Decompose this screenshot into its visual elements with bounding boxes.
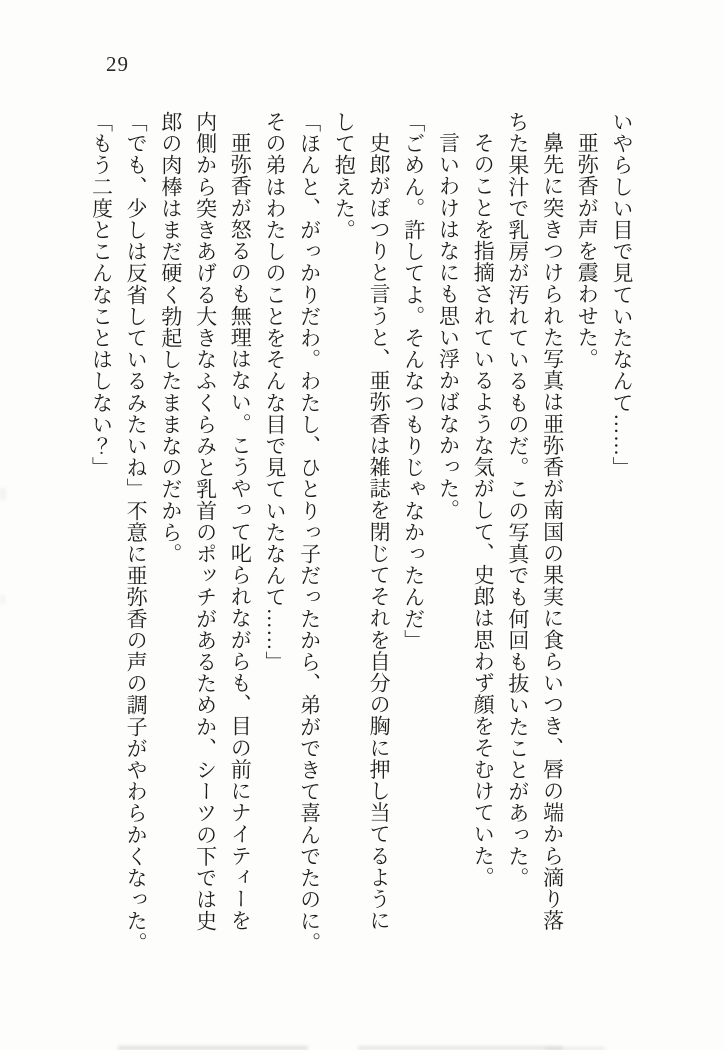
text-block	[83, 111, 639, 973]
scan-artifact	[118, 1046, 308, 1050]
text-column: 亜弥香が声を震わせた。	[575, 132, 600, 370]
scan-artifact	[358, 1046, 563, 1050]
text-column: 郎の肉棒はまだ硬く勃起したままなのだから。	[158, 111, 183, 565]
page-number: 29	[106, 52, 129, 76]
text-column: そのことを指摘されているような気がして、史郎は思わず顔をそむけていた。	[471, 132, 496, 888]
text-column: 鼻先に突きつけられた写真は亜弥香が南国の果実に食らいつき、唇の端から滴り落	[540, 132, 565, 932]
text-column: 言いわけはなにも思い浮かばなかった。	[436, 132, 461, 521]
text-column: 「ほんと、がっかりだわ。わたし、ひとりっ子だったから、弟ができて喜んでたのに。	[297, 111, 322, 954]
text-column: 「でも、少しは反省しているみたいね」不意に亜弥香の声の調子がやわらかくなった。	[124, 111, 149, 954]
text-column: して抱えた。	[332, 111, 357, 241]
scan-artifact	[0, 488, 6, 500]
text-column: 史郎がぽつりと言うと、亜弥香は雑誌を閉じてそれを自分の胸に押し当てるように	[367, 132, 392, 932]
text-column: 内側から突きあげる大きなふくらみと乳首のポッチがあるためか、シーツの下では史	[193, 111, 218, 932]
text-column: ちた果汁で乳房が汚れているものだ。この写真でも何回も抜いたことがあった。	[505, 111, 530, 889]
text-column: いやらしい目で見ていたなんて……」	[610, 111, 634, 479]
text-column: その弟はわたしのことをそんな目で見ていたなんて……」	[262, 111, 287, 673]
text-column: 「もう二度とこんなことはしない？」	[89, 111, 114, 479]
scan-artifact	[0, 595, 5, 604]
text-column: 「ごめん。許してよ。そんなつもりじゃなかったんだ」	[401, 111, 426, 651]
text-column: 亜弥香が怒るのも無理はない。こうやって叱られながらも、目の前にナイティーを	[228, 132, 253, 932]
